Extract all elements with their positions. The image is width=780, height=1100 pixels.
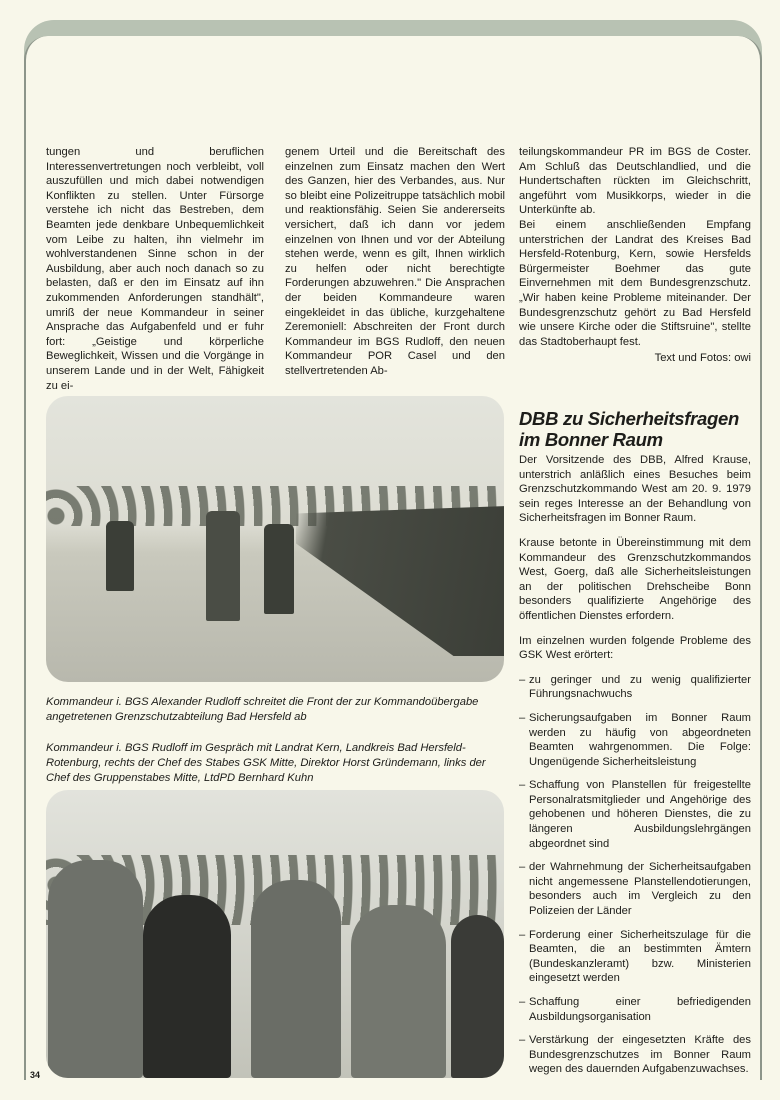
troop-formation — [296, 506, 504, 656]
list-item-text: Sicherungsaufgaben im Bonner Raum werden zu häufig von abgeordneten Beamten wahrgenommen. Die Folge: Ungenügende Sicherheitsleistung — [529, 711, 751, 768]
officer-figure — [264, 524, 294, 614]
officer-figure — [106, 521, 134, 591]
sidebar-headline: DBB zu Sicherheitsfragen im Bonner Raum — [519, 408, 739, 450]
list-item — [519, 1033, 751, 1077]
dash-bullet: – — [519, 928, 526, 941]
list-item-text: zu geringer und zu wenig qualifizierter Führungsnachwuchs — [529, 673, 751, 701]
dash-bullet: – — [519, 1034, 526, 1047]
civilian-figure — [143, 895, 231, 1078]
photo-caption-2: Kommandeur i. BGS Rudloff im Gespräch mit Landrat Kern, Landkreis Bad Hersfeld-Rotenburg, rechts der Chef des Stabes GSK Mitte, Direktor Horst Gründemann, links der Chef des Gruppenstabes Mitte, LtdPD Bernhard Kuhn — [46, 742, 486, 784]
article-column-3 — [519, 145, 751, 366]
list-item — [519, 928, 751, 986]
officer-figure — [251, 880, 341, 1078]
dash-bullet: – — [519, 779, 526, 792]
list-item-text: Forderung einer Sicherheitszulage für die Beamten, die an bestimmten Ämtern (Bundeskanzleramt) bzw. Ministerien eingesetzt werden — [529, 928, 751, 985]
list-item-text: der Wahrnehmung der Sicherheitsaufgaben nicht angemessene Planstellendotierungen, besonders auch im Vergleich zu den Polizeien der Länder — [529, 861, 751, 918]
article-text: Bei einem anschließenden Empfang unterstrichen der Landrat des Kreises Bad Hersfeld-Rotenburg, Kern, sowie Hersfelds Bürgermeister Boehmer das gute Einvernehmen mit dem Bundesgrenzschutz. „Wir haben keine Probleme miteinander. Der Bundesgrenzschutz gehört zu Bad Hersfeld wie unsere Kirche oder die Stiftsruine", stellte das Stadtoberhaupt fest. — [519, 218, 751, 348]
sidebar-article — [519, 453, 751, 1086]
officer-figure — [48, 860, 143, 1078]
officer-figure — [351, 905, 446, 1078]
list-item — [519, 711, 751, 769]
article-column-1 — [46, 145, 264, 393]
problem-list — [519, 673, 751, 1077]
list-item — [519, 778, 751, 851]
page-number: 34 — [30, 1070, 41, 1080]
sidebar-text: Krause betonte in Übereinstimmung mit dem Kommandeur des Grenzschutzkommandos West, Goerg, daß alle Sicherheitsleistungen an der politischen Drehscheibe Bonn besonders qualifizierte Angehörige des öffentlichen Dienstes erfordern. — [519, 536, 751, 622]
list-item-text: Schaffung einer befriedigenden Ausbildungsorganisation — [529, 996, 751, 1023]
dash-bullet: – — [519, 673, 526, 686]
photo-officials-conversation — [46, 790, 504, 1078]
list-item — [519, 860, 751, 918]
article-text: teilungskommandeur PR im BGS de Coster. Am Schluß das Deutschlandlied, und die Hundertschaften rückten im Gleichschritt, angeführt vom Musikkorps, wieder in die Unterkünfte ab. — [519, 146, 751, 217]
photo-caption-1: Kommandeur i. BGS Alexander Rudloff schreitet die Front der zur Kommandoübergabe angetretenen Grenzschutzabteilung Bad Hersfeld ab — [46, 696, 479, 723]
list-item-text: Schaffung von Planstellen für freigestellte Personalratsmitglieder und Angehörige des gehobenen und höheren Dienstes, die zu längeren Ausbildungslehrgängen abgeordnet sind — [529, 779, 751, 850]
list-item — [519, 673, 751, 702]
photo-parade-inspection — [46, 396, 504, 682]
photo-credit: Text und Fotos: owi — [654, 352, 751, 365]
article-text: genem Urteil und die Bereitschaft des einzelnen zum Einsatz machen den Wert des Ganzen, hier des Verbandes, aus. Nur so bleibt eine Polizeitruppe tatsächlich mobil und reaktionsfähig. Seien Sie andererseits versichert, daß ich dann vor jedem einzelnen von Ihnen und vor der Abteilung stehen werde, wenn es gilt, Ihnen wirklich zu helfen oder nicht berechtigte Forderungen abzuwehren." Die Ansprachen der beiden Kommandeure waren eingekleidet in das übliche, kurzgehaltene Zeremoniell: Abschreiten der Front durch Kommandeur im BGS Rudloff, den neuen Kommandeur POR Casel und den stellvertretenden Ab- — [285, 146, 505, 377]
article-text: tungen und beruflichen Interessenvertretungen noch verbleibt, voll auszufüllen und mich dabei notwendigen Konflikten zu stellen. Unter Fürsorge verstehe ich nicht das Bestreben, dem Beamten jede denkbare Unbequemlichkeit vom Leibe zu halten, ihn vielmehr im wohlverstandenen Sinne schon in der Ausbildung, aber auch noch danach so zu belasten, daß er den im Einsatz auf ihn zukommenden Anforderungen standhält", umriß der neue Kommandeur in seiner Ansprache das Aufgabenfeld und er fuhr fort: „Geistige und körperliche Beweglichkeit, Wissen und die Vorgänge in unserem Lande und in der Welt, Fähigkeit zu ei- — [46, 146, 264, 392]
sidebar-text: Im einzelnen wurden folgende Probleme des GSK West erörtert: — [519, 634, 751, 662]
dash-bullet: – — [519, 996, 526, 1008]
list-item — [519, 995, 751, 1024]
article-column-2 — [285, 145, 505, 379]
dash-bullet: – — [519, 711, 526, 724]
commander-figure — [206, 511, 240, 621]
sidebar-text: Der Vorsitzende des DBB, Alfred Krause, unterstrich anläßlich eines Besuches beim Grenzschutzkommando West am 20. 9. 1979 sein reges Interesse an der Behandlung von Sicherheitsfragen im Bonner Raum. — [519, 454, 751, 525]
civilian-figure — [451, 915, 504, 1078]
list-item-text: Verstärkung der eingesetzten Kräfte des Bundesgrenzschutzes im Bonner Raum wegen des dauernden Aufgabenzuwachses. — [529, 1034, 751, 1076]
dash-bullet: – — [519, 861, 526, 874]
